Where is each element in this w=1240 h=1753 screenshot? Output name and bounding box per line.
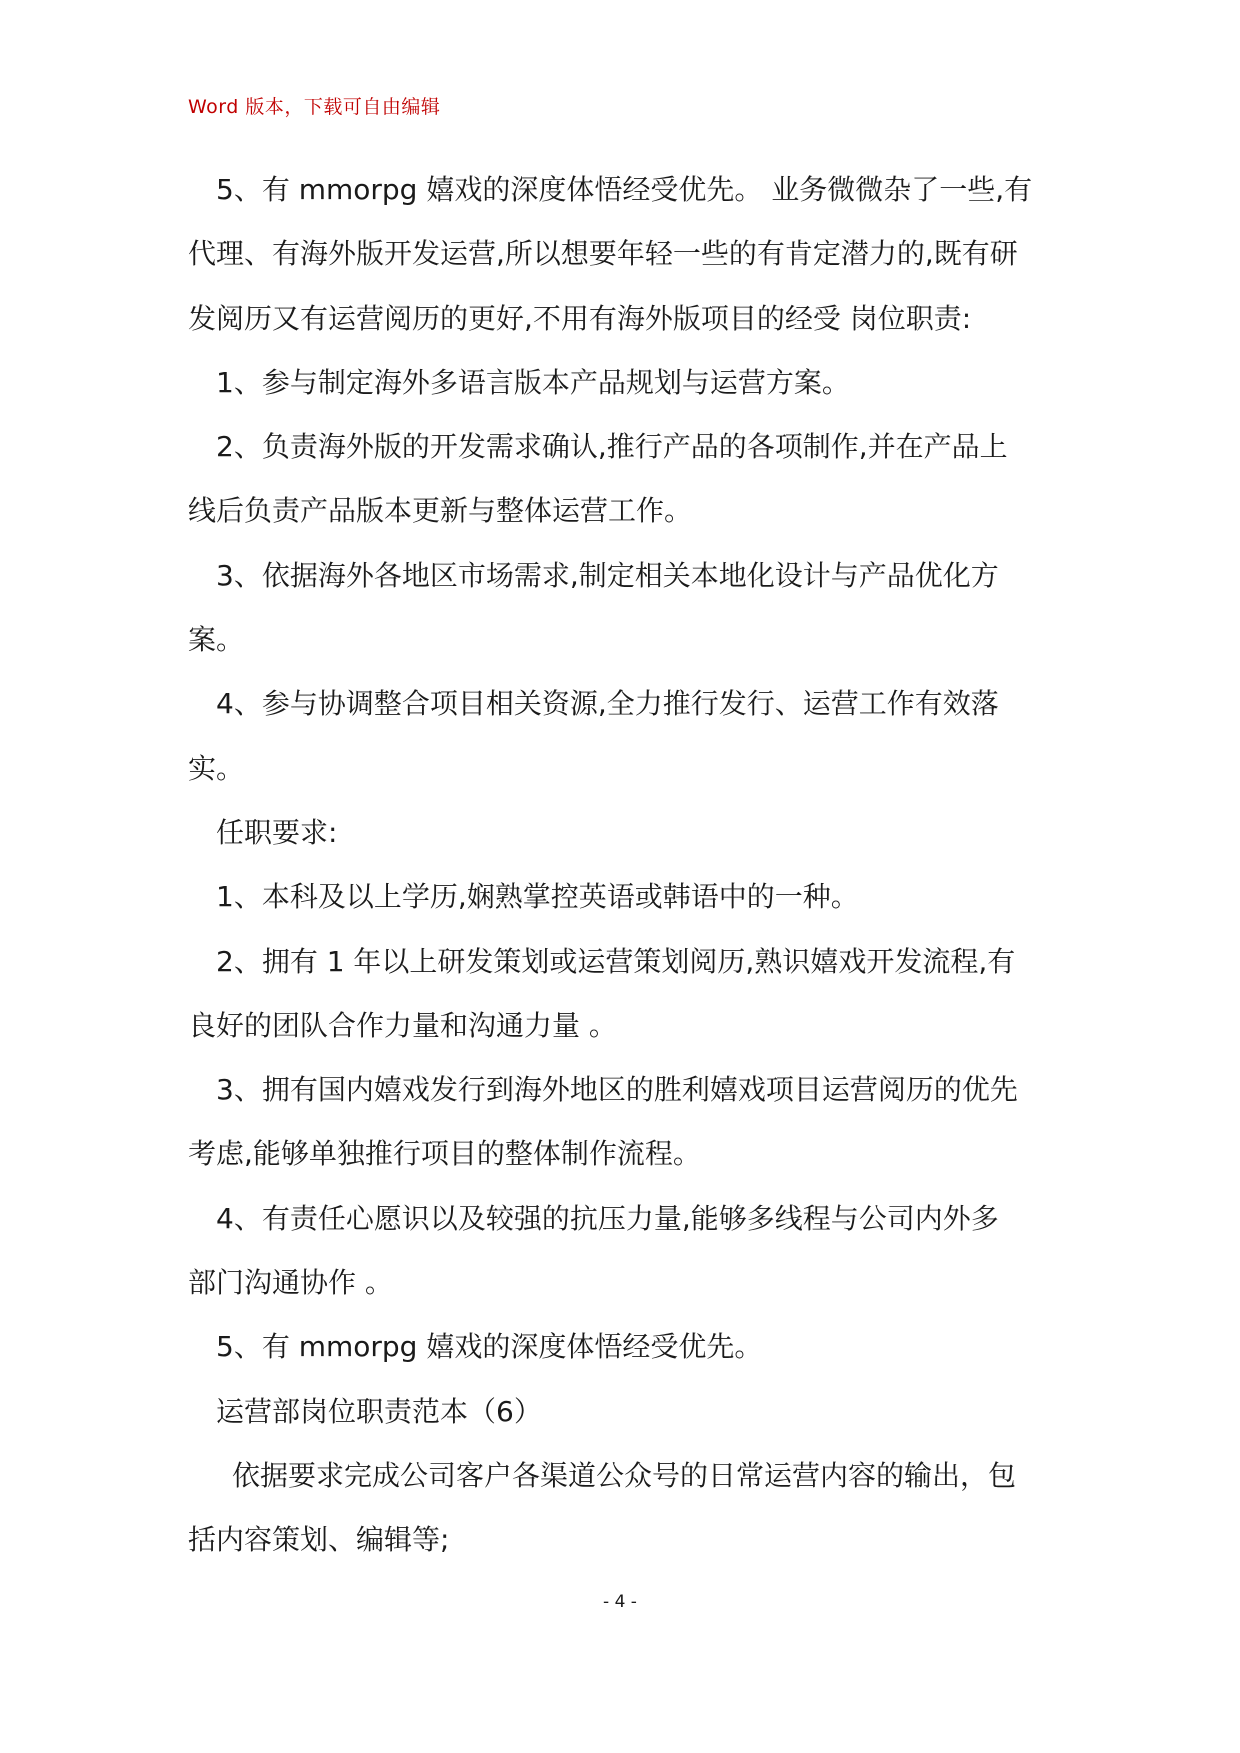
- text-line: 2、负责海外版的开发需求确认,推行产品的各项制作,并在产品上: [216, 430, 1008, 464]
- text-line: 4、参与协调整合项目相关资源,全力推行发行、运营工作有效落: [216, 687, 999, 721]
- text-line: 3、拥有国内嬉戏发行到海外地区的胜利嬉戏项目运营阅历的优先: [216, 1073, 1018, 1107]
- page-number: - 4 -: [603, 1592, 637, 1612]
- text-line: 实。: [188, 751, 245, 785]
- text-line: 发阅历又有运营阅历的更好,不用有海外版项目的经受 岗位职责:: [188, 301, 972, 335]
- text-line: 5、有 mmorpg 嬉戏的深度体悟经受优先。: [216, 1330, 763, 1364]
- text-line: 3、依据海外各地区市场需求,制定相关本地化设计与产品优化方: [216, 558, 999, 592]
- text-line: 运营部岗位职责范本（6）: [216, 1394, 542, 1428]
- text-line: 部门沟通协作 。: [188, 1266, 393, 1300]
- text-line: 1、本科及以上学历,娴熟掌控英语或韩语中的一种。: [216, 880, 859, 914]
- text-line: 5、有 mmorpg 嬉戏的深度体悟经受优先。 业务微微杂了一些,有: [216, 173, 1033, 206]
- text-line: 案。: [188, 623, 245, 657]
- text-line: 括内容策划、编辑等;: [188, 1523, 450, 1557]
- document-header: Word 版本，下载可自由编辑: [188, 96, 441, 118]
- text-line: 2、拥有 1 年以上研发策划或运营策划阅历,熟识嬉戏开发流程,有: [216, 944, 1016, 978]
- document-body: [188, 158, 1056, 1573]
- text-line: 代理、有海外版开发运营,所以想要年轻一些的有肯定潜力的,既有研: [188, 237, 1018, 271]
- text-line: 1、参与制定海外多语言版本产品规划与运营方案。: [216, 365, 850, 399]
- text-line: 4、有责任心愿识以及较强的抗压力量,能够多线程与公司内外多: [216, 1201, 999, 1235]
- text-line: 线后负责产品版本更新与整体运营工作。: [188, 494, 693, 528]
- text-line: 考虑,能够单独推行项目的整体制作流程。: [188, 1137, 701, 1171]
- text-line: 良好的团队合作力量和沟通力量 。: [188, 1008, 617, 1042]
- text-line: 依据要求完成公司客户各渠道公众号的日常运营内容的输出，包: [232, 1458, 1017, 1492]
- text-line: 任职要求:: [216, 815, 338, 849]
